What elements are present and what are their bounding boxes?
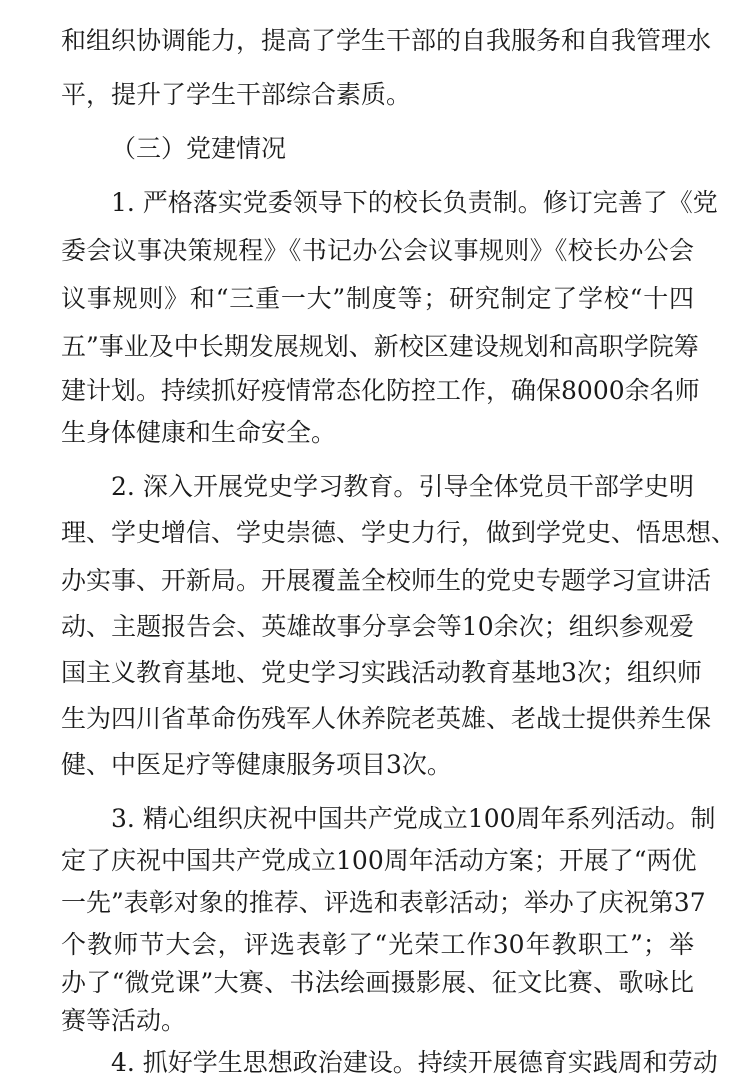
paragraph-line: 议事规则》和“三重一大”制度等；研究制定了学校“十四 xyxy=(61,284,694,313)
paragraph-line: 个教师节大会，评选表彰了“光荣工作30年教职工”；举 xyxy=(61,930,694,959)
paragraph-line: 生为四川省革命伤残军人休养院老英雄、老战士提供养生保 xyxy=(61,704,712,733)
paragraph-line: 办实事、开新局。开展覆盖全校师生的党史专题学习宣讲活 xyxy=(61,566,712,595)
paragraph-line: 平，提升了学生干部综合素质。 xyxy=(61,80,412,109)
paragraph-line: 健、中医足疗等健康服务项目3次。 xyxy=(61,750,452,779)
paragraph-line: 赛等活动。 xyxy=(61,1006,187,1035)
paragraph-line: 和组织协调能力，提高了学生干部的自我服务和自我管理水 xyxy=(61,26,712,55)
paragraph-line: 理、学史增信、学史崇德、学史力行，做到学党史、悟思想、 xyxy=(61,518,737,547)
paragraph-line: 1. 严格落实党委领导下的校长负责制。修订完善了《党 xyxy=(111,188,718,217)
paragraph-line: 动、主题报告会、英雄故事分享会等10余次；组织参观爱 xyxy=(61,612,694,641)
paragraph-line: 2. 深入开展党史学习教育。引导全体党员干部学史明 xyxy=(111,472,694,501)
paragraph-line: 定了庆祝中国共产党成立100周年活动方案；开展了“两优 xyxy=(61,846,697,875)
paragraph-line: 国主义教育基地、党史学习实践活动教育基地3次；组织师 xyxy=(61,658,702,687)
paragraph-line: 4. 抓好学生思想政治建设。持续开展德育实践周和劳动 xyxy=(111,1048,718,1077)
paragraph-line: 办了“微党课”大赛、书法绘画摄影展、征文比赛、歌咏比 xyxy=(61,968,694,997)
paragraph-line: 生身体健康和生命安全。 xyxy=(61,418,337,447)
paragraph-line: 3. 精心组织庆祝中国共产党成立100周年系列活动。制 xyxy=(111,804,716,833)
section-heading: （三）党建情况 xyxy=(111,134,287,163)
paragraph-line: 五”事业及中长期发展规划、新校区建设规划和高职学院筹 xyxy=(61,332,699,361)
paragraph-line: 委会议事决策规程》《书记办公会议事规则》《校长办公会 xyxy=(61,236,694,265)
paragraph-line: 建计划。持续抓好疫情常态化防控工作，确保8000余名师 xyxy=(61,376,700,405)
paragraph-line: 一先”表彰对象的推荐、评选和表彰活动；举办了庆祝第37 xyxy=(61,888,706,917)
